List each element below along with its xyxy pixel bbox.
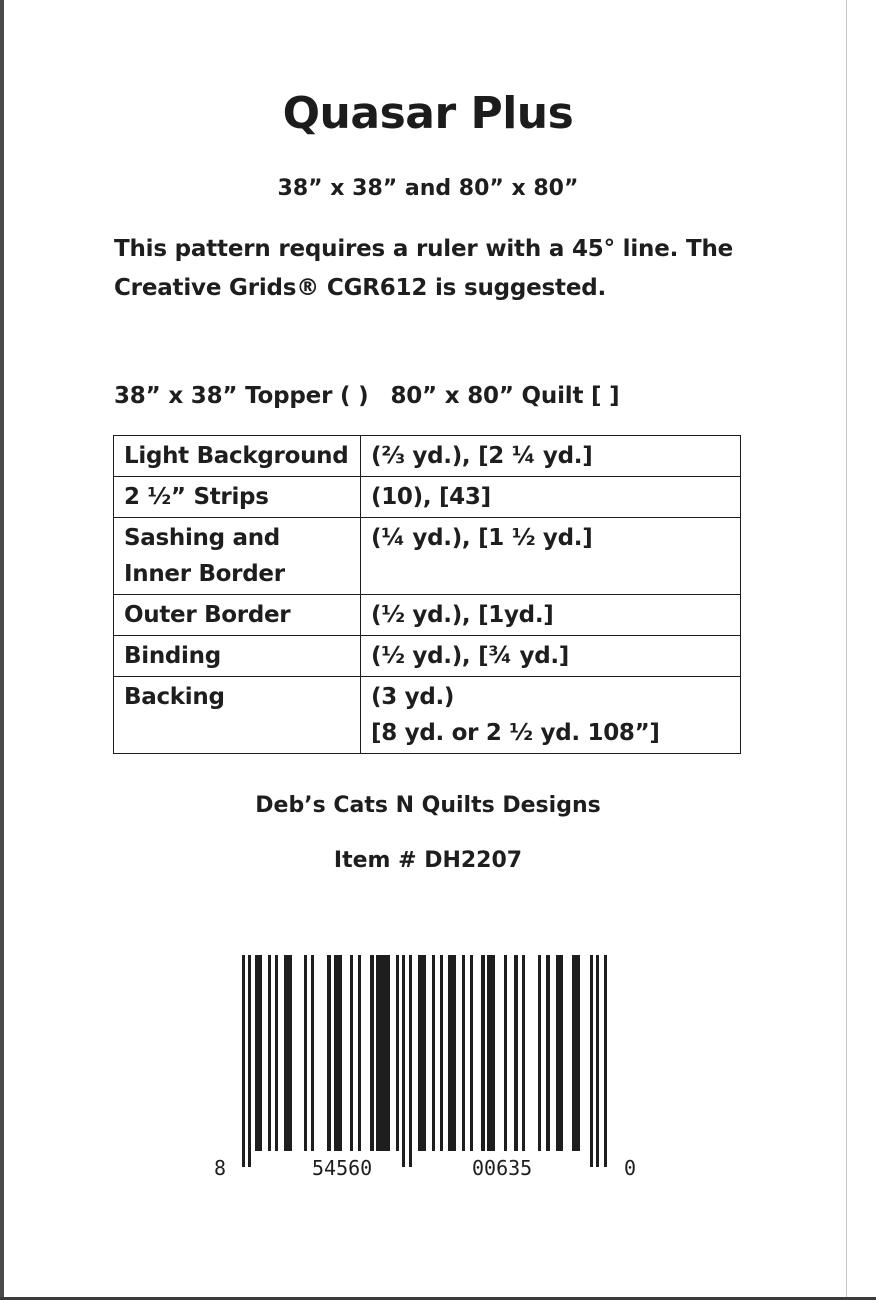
barcode-bar: [487, 955, 495, 1151]
fabric-item: Backing: [114, 677, 361, 754]
barcode-bar: [556, 955, 563, 1151]
barcode-digit-last: 0: [624, 1156, 637, 1180]
barcode-bar: [462, 955, 465, 1151]
size-key: [114, 383, 619, 409]
intro-line-1: This pattern requires a ruler with a 45° line. The: [114, 236, 734, 262]
barcode-bar: [470, 955, 473, 1151]
barcode-bar: [284, 955, 292, 1151]
barcode-bar: [402, 955, 405, 1167]
barcode-bar: [572, 955, 580, 1151]
barcode-bar: [358, 955, 361, 1151]
barcode-bar: [334, 955, 342, 1151]
fabric-amount: (¼ yd.), [1 ½ yd.]: [361, 518, 741, 595]
fabric-item-line: Inner Border: [124, 561, 285, 587]
barcode-digits-left: 54560: [312, 1156, 373, 1180]
fabric-item: 2 ½” Strips: [114, 477, 361, 518]
fabric-amount: (⅔ yd.), [2 ¼ yd.]: [361, 436, 741, 477]
size-key-topper: 38” x 38” Topper ( ): [114, 383, 369, 409]
fabric-amount: (½ yd.), [1yd.]: [361, 595, 741, 636]
barcode-bar: [242, 955, 245, 1167]
barcode-bar: [396, 955, 399, 1151]
barcode-bar: [255, 955, 262, 1151]
table-row: [114, 436, 741, 477]
table-row: [114, 636, 741, 677]
barcode-bar: [522, 955, 525, 1151]
fabric-amount: (10), [43]: [361, 477, 741, 518]
barcode-digit-first: 8: [214, 1156, 227, 1180]
barcode-bar: [448, 955, 456, 1151]
barcode-bar: [409, 955, 412, 1167]
barcode-bar: [481, 955, 485, 1151]
barcode-bar: [440, 955, 443, 1151]
barcode-bar: [432, 955, 435, 1151]
item-number: Item # DH2207: [333, 848, 523, 873]
quilt-sizes: 38” x 38” and 80” x 80”: [277, 176, 579, 201]
upc-barcode: [200, 955, 650, 1185]
size-key-quilt: 80” x 80” Quilt [ ]: [390, 383, 620, 409]
barcode-bar: [370, 955, 374, 1151]
table-row: [114, 595, 741, 636]
barcode-bar: [538, 955, 541, 1151]
table-row: [114, 518, 741, 595]
barcode-bar: [604, 955, 607, 1167]
barcode-bar: [514, 955, 518, 1151]
barcode-bar: [304, 955, 307, 1151]
fabric-amount-line: (3 yd.): [371, 684, 455, 710]
barcode-digits-right: 00635: [472, 1156, 533, 1180]
fabric-amount: (½ yd.), [¾ yd.]: [361, 636, 741, 677]
table-row: [114, 477, 741, 518]
table-row: [114, 677, 741, 754]
fabric-amount-line: [8 yd. or 2 ½ yd. 108”]: [371, 720, 660, 746]
barcode-bar: [504, 955, 507, 1151]
barcode-bar: [546, 955, 550, 1151]
fabric-item: Outer Border: [114, 595, 361, 636]
barcode-bars: [242, 955, 607, 1167]
intro-line-2: Creative Grids® CGR612 is suggested.: [114, 275, 607, 301]
fabric-item: Binding: [114, 636, 361, 677]
barcode-bar: [248, 955, 251, 1167]
fabric-item: [114, 518, 361, 595]
barcode-bar: [596, 955, 599, 1167]
barcode-digits: [214, 1156, 636, 1180]
intro-paragraph: [114, 230, 774, 308]
barcode-bar: [275, 955, 278, 1151]
page-title: Quasar Plus: [282, 88, 574, 139]
fabric-item: Light Background: [114, 436, 361, 477]
barcode-bar: [418, 955, 426, 1151]
barcode-bar: [327, 955, 331, 1151]
designer-name: Deb’s Cats N Quilts Designs: [255, 793, 601, 818]
fabric-requirements-table: [113, 435, 741, 754]
barcode-bar: [590, 955, 593, 1167]
barcode-bar: [376, 955, 390, 1151]
barcode-bar: [268, 955, 271, 1151]
barcode-bar: [350, 955, 353, 1151]
fabric-amount: [361, 677, 741, 754]
fabric-item-line: Sashing and: [124, 525, 280, 551]
barcode-bar: [311, 955, 314, 1151]
